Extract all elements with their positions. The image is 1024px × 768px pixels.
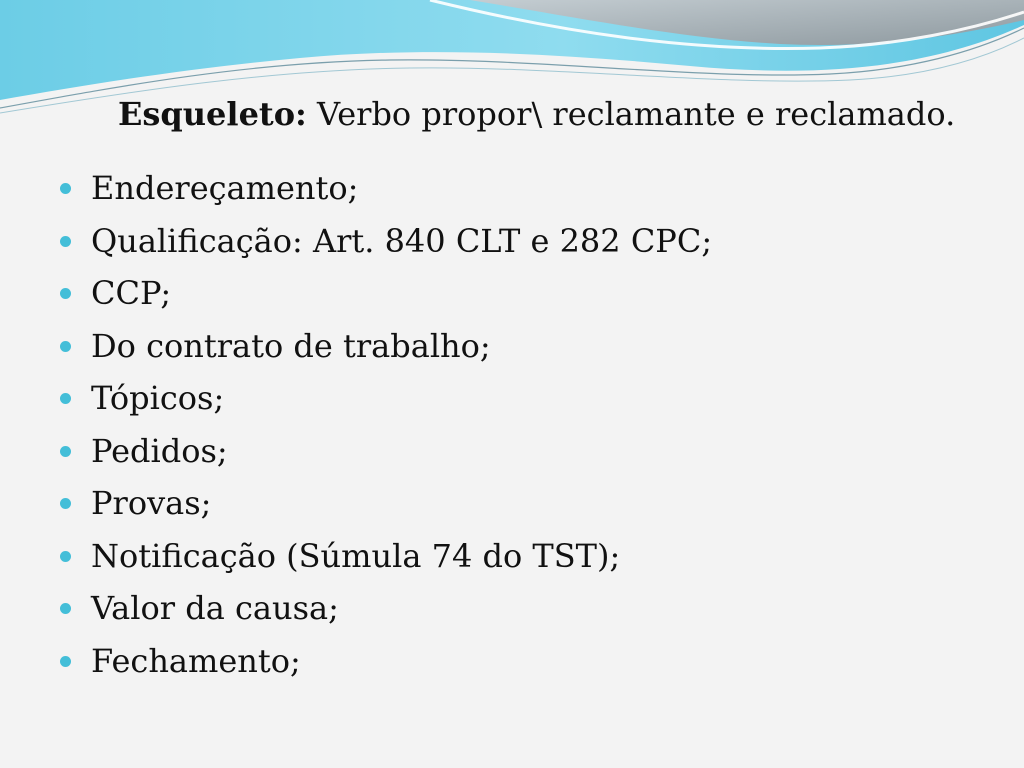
slide-title: [118, 92, 955, 136]
bullet-dot-icon: [60, 551, 71, 562]
bullet-item: [60, 162, 712, 215]
bullet-item: [60, 215, 712, 268]
bullet-dot-icon: [60, 656, 71, 667]
bullet-item: [60, 320, 712, 373]
bullet-item: [60, 477, 712, 530]
bullet-text: Do contrato de trabalho;: [91, 326, 491, 365]
bullet-text: Qualificação: Art. 840 CLT e 282 CPC;: [91, 221, 713, 260]
bullet-dot-icon: [60, 603, 71, 614]
bullet-dot-icon: [60, 446, 71, 457]
bullet-dot-icon: [60, 498, 71, 509]
bullet-dot-icon: [60, 236, 71, 247]
bullet-item: [60, 267, 712, 320]
bullet-text: Notificação (Súmula 74 do TST);: [91, 536, 621, 575]
bullet-text: Provas;: [91, 484, 212, 522]
bullet-item: [60, 530, 712, 583]
bullet-dot-icon: [60, 288, 71, 299]
bullet-item: [60, 635, 712, 688]
bullet-text: Valor da causa;: [91, 589, 339, 627]
bullet-dot-icon: [60, 341, 71, 352]
bullet-item: [60, 582, 712, 635]
bullet-text: CCP;: [91, 274, 172, 312]
bullet-item: [60, 372, 712, 425]
bullet-text: Tópicos;: [91, 379, 225, 417]
bullet-dot-icon: [60, 183, 71, 194]
bullet-dot-icon: [60, 393, 71, 404]
bullet-text: Pedidos;: [91, 431, 228, 470]
bullet-list: [60, 162, 712, 687]
bullet-text: Endereçamento;: [91, 169, 359, 207]
slide-title-text: Verbo propor\ reclamante e reclamado.: [306, 95, 956, 133]
slide-title-bold: Esqueleto:: [118, 95, 307, 133]
bullet-item: [60, 425, 712, 478]
bullet-text: Fechamento;: [91, 641, 301, 680]
